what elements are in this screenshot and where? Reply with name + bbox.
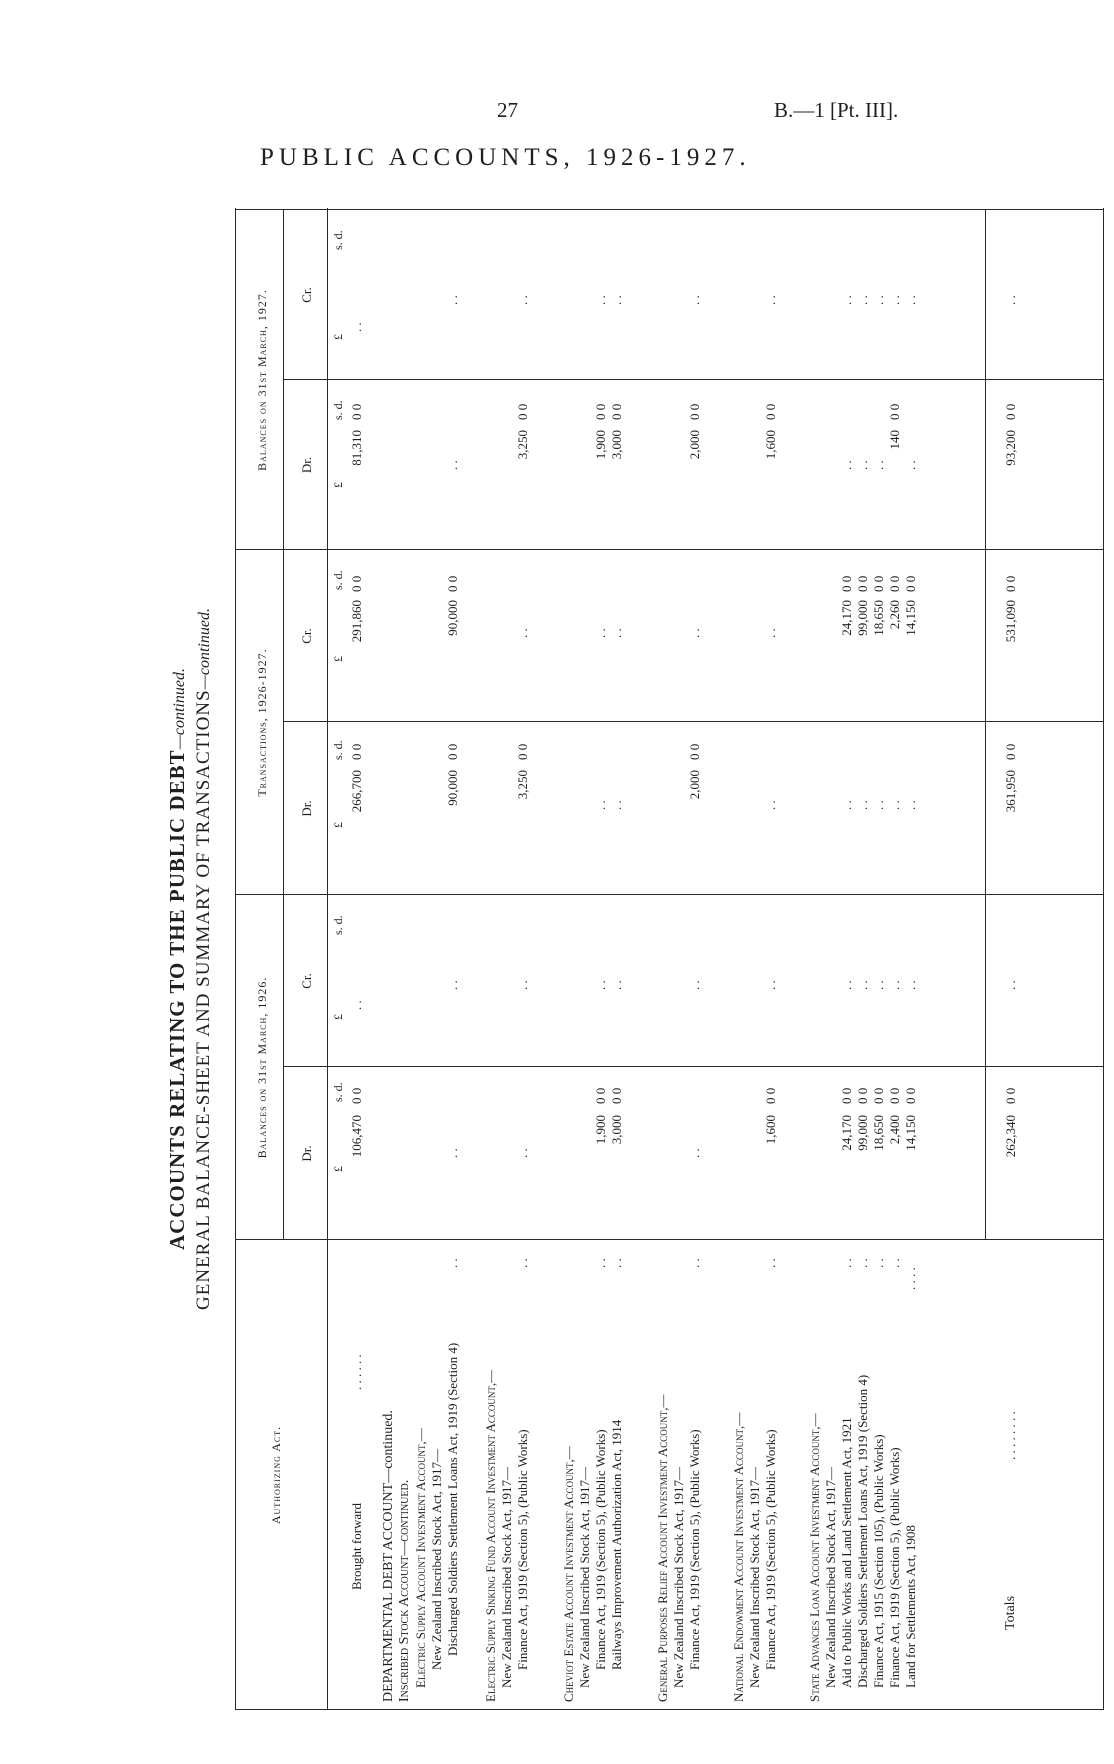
cell-t-cr: 18,650: [871, 600, 886, 636]
cell-t-dr: . .: [839, 800, 854, 810]
cell-b26-cr: . .: [349, 1000, 364, 1010]
cell-b26-dr-sd: 0 0: [763, 1087, 778, 1104]
header-authorizing-act: Authorizing Act.: [269, 1425, 283, 1525]
cell-b27-dr-sd: 0 0: [609, 403, 624, 420]
row-label: Aid to Public Works and Land Settlement Act, 1921: [839, 1417, 854, 1688]
cell-b26-dr-sd: 0 0: [855, 1087, 870, 1104]
total-b26-dr: 262,340: [1003, 1115, 1018, 1158]
row-label: Finance Act, 1919 (Section 5), (Public Works): [887, 1447, 902, 1688]
total-b26-cr: . .: [1003, 980, 1018, 990]
cell-t-dr-sd: 0 0: [445, 743, 460, 760]
cell-b27-cr: . .: [903, 295, 918, 305]
leader-dots: . . . . . . . .: [1003, 1411, 1018, 1460]
cell-b26-dr: 99,000: [855, 1115, 870, 1151]
cell-t-cr: . .: [763, 628, 778, 638]
unit-pound: £: [331, 822, 345, 828]
cell-b26-dr-sd: 0 0: [609, 1087, 624, 1104]
totals-rule: [985, 210, 986, 1240]
cell-t-cr: 90,000: [445, 600, 460, 636]
header-balances-1927: Balances on 31st March, 1927.: [255, 289, 269, 471]
cell-t-cr: 99,000: [855, 600, 870, 636]
leader-dots: . .: [593, 1258, 608, 1268]
row-label: Railways Improvement Authorization Act, 1914: [609, 1419, 624, 1670]
cell-t-dr: 3,250: [515, 770, 530, 800]
leader-dots: . . . .: [903, 1267, 918, 1290]
cell-b26-dr: 18,650: [871, 1115, 886, 1151]
account-heading: Electric Supply Account Investment Account,—: [413, 1428, 428, 1688]
cell-b27-cr: . .: [593, 295, 608, 305]
section-heading: DEPARTMENTAL DEBT ACCOUNT—continued.: [381, 1410, 396, 1702]
cell-b27-cr: . .: [871, 295, 886, 305]
cell-t-dr: 90,000: [445, 770, 460, 806]
cell-b27-dr: 2,000: [687, 430, 702, 460]
cell-t-dr: 266,700: [349, 770, 364, 813]
act-heading: New Zealand Inscribed Stock Act, 1917—: [429, 1449, 444, 1670]
cell-t-dr: . .: [887, 800, 902, 810]
cell-b26-cr: . .: [609, 980, 624, 990]
cell-b27-dr: 1,600: [763, 430, 778, 460]
act-heading: New Zealand Inscribed Stock Act, 1917—: [577, 1467, 592, 1688]
cell-b27-dr: 1,900: [593, 430, 608, 460]
cell-t-dr-sd: 0 0: [349, 743, 364, 760]
account-heading: General Purposes Relief Account Investment Account,—: [655, 1394, 670, 1702]
col-divider-trans-drcr: [283, 721, 1103, 722]
cell-t-dr: . .: [855, 800, 870, 810]
cell-b26-cr: . .: [445, 980, 460, 990]
cell-t-cr-sd: 0 0: [871, 575, 886, 592]
row-label: Finance Act, 1915 (Section 105), (Public Works): [871, 1434, 886, 1688]
header-dr: Dr.: [299, 800, 314, 817]
col-divider-b27-drcr: [283, 379, 1103, 380]
cell-b26-cr: . .: [515, 980, 530, 990]
cell-t-dr: . .: [609, 800, 624, 810]
header-dr: Dr.: [299, 1145, 314, 1162]
table-top-rule: [235, 208, 236, 1710]
cell-b27-cr: . .: [515, 295, 530, 305]
table-left-rule: [235, 1709, 1103, 1710]
section-subheading: Inscribed Stock Account—continued.: [397, 1479, 412, 1702]
row-label: Finance Act, 1919 (Section 5), (Public Works): [763, 1429, 778, 1670]
cell-b26-dr: 2,400: [887, 1115, 902, 1145]
leader-dots: . .: [609, 1258, 624, 1268]
leader-dots: . .: [515, 1258, 530, 1268]
cell-t-cr-sd: 0 0: [903, 575, 918, 592]
cell-b27-dr-sd: 0 0: [687, 403, 702, 420]
unit-pound: £: [331, 334, 345, 340]
cell-b27-cr: . .: [855, 295, 870, 305]
cell-b27-cr: . .: [687, 295, 702, 305]
cell-b27-dr: . .: [445, 460, 460, 470]
cell-t-dr: . .: [593, 800, 608, 810]
leader-dots: . .: [839, 1258, 854, 1268]
leader-dots: . .: [855, 1258, 870, 1268]
cell-b26-cr: . .: [593, 980, 608, 990]
totals-label: Totals: [1003, 1595, 1018, 1630]
cell-t-dr: 2,000: [687, 770, 702, 800]
cell-t-cr-sd: 0 0: [855, 575, 870, 592]
cell-t-dr: . .: [763, 800, 778, 810]
row-label: Finance Act, 1919 (Section 5), (Public Works): [593, 1429, 608, 1670]
cell-b27-dr: 3,250: [515, 430, 530, 460]
act-heading: New Zealand Inscribed Stock Act, 1917—: [671, 1467, 686, 1688]
unit-pound: £: [331, 656, 345, 662]
cell-t-cr: 2,260: [887, 600, 902, 630]
unit-sd: s. d.: [331, 400, 345, 420]
table-subtitle: GENERAL BALANCE-SHEET AND SUMMARY OF TRANSACTIONS—continued.: [193, 608, 214, 1310]
cell-b26-dr-sd: 0 0: [349, 1087, 364, 1104]
rotated-balance-sheet: [165, 208, 1105, 1710]
total-t-dr-sd: 0 0: [1003, 743, 1018, 760]
cell-b27-cr: . .: [763, 295, 778, 305]
unit-sd: s. d.: [331, 1082, 345, 1102]
total-b27-dr: 93,200: [1003, 430, 1018, 466]
cell-t-cr: . .: [515, 628, 530, 638]
total-t-dr: 361,950: [1003, 770, 1018, 813]
leader-dots: . .: [763, 1258, 778, 1268]
cell-t-cr-sd: 0 0: [349, 575, 364, 592]
cell-b26-cr: . .: [903, 980, 918, 990]
total-b26-dr-sd: 0 0: [1003, 1087, 1018, 1104]
cell-b27-dr: . .: [855, 460, 870, 470]
group-header-rule: [283, 210, 284, 1240]
leader-dots: . .: [687, 1258, 702, 1268]
row-label: Land for Settlements Act, 1908: [903, 1525, 918, 1688]
unit-pound: £: [331, 482, 345, 488]
row-label: Discharged Soldiers Settlement Loans Act, 1919 (Section 4): [855, 1374, 870, 1688]
cell-b26-dr: 14,150: [903, 1115, 918, 1151]
cell-b26-dr-sd: 0 0: [839, 1087, 854, 1104]
cell-b26-cr: . .: [763, 980, 778, 990]
cell-t-dr-sd: 0 0: [687, 743, 702, 760]
account-heading: Electric Supply Sinking Fund Account Investment Account,—: [483, 1369, 498, 1702]
cell-b26-dr: 24,170: [839, 1115, 854, 1151]
leader-dots: . .: [887, 1258, 902, 1268]
cell-b26-cr: . .: [855, 980, 870, 990]
cell-b26-dr: . .: [687, 1148, 702, 1158]
cell-b26-cr: . .: [887, 980, 902, 990]
cell-t-cr: 14,150: [903, 600, 918, 636]
row-label: Finance Act, 1919 (Section 5), (Public Works): [687, 1429, 702, 1670]
cell-t-cr: . .: [609, 628, 624, 638]
col-divider-b26: [235, 894, 1103, 895]
unit-sd: s. d.: [331, 740, 345, 760]
unit-sd: s. d.: [331, 915, 345, 935]
cell-b27-cr: . .: [349, 322, 364, 332]
document-reference: B.—1 [Pt. III].: [774, 98, 899, 122]
cell-b26-dr: 3,000: [609, 1115, 624, 1145]
header-balances-1926: Balances on 31st March, 1926.: [255, 976, 269, 1159]
cell-b26-dr-sd: 0 0: [887, 1087, 902, 1104]
cell-b27-dr-sd: 0 0: [763, 403, 778, 420]
cell-b27-cr: . .: [445, 295, 460, 305]
act-heading: New Zealand Inscribed Stock Act, 1917—: [823, 1467, 838, 1688]
cell-t-cr: 24,170: [839, 600, 854, 636]
cell-t-dr-sd: 0 0: [515, 743, 530, 760]
cell-b27-dr: 140: [887, 430, 902, 450]
cell-b26-dr: 1,900: [593, 1115, 608, 1145]
cell-b27-dr: 81,310: [349, 430, 364, 466]
cell-b27-dr: 3,000: [609, 430, 624, 460]
header-cr: Cr.: [299, 628, 314, 644]
cell-t-cr: 291,860: [349, 600, 364, 643]
header-rule: [327, 208, 328, 1710]
leader-dots: . . . . . .: [349, 1354, 364, 1390]
cell-b26-dr-sd: 0 0: [871, 1087, 886, 1104]
col-divider-b26-drcr: [283, 1066, 1103, 1067]
unit-sd: s. d.: [331, 570, 345, 590]
cell-b27-dr-sd: 0 0: [887, 403, 902, 420]
cell-t-cr-sd: 0 0: [445, 575, 460, 592]
act-heading: New Zealand Inscribed Stock Act, 1917—: [747, 1467, 762, 1688]
cell-t-dr: . .: [903, 800, 918, 810]
col-divider-trans: [235, 549, 1103, 550]
cell-t-cr-sd: 0 0: [887, 575, 902, 592]
act-heading: New Zealand Inscribed Stock Act, 1917—: [499, 1467, 514, 1688]
cell-b27-dr-sd: 0 0: [593, 403, 608, 420]
unit-pound: £: [331, 1014, 345, 1020]
header-transactions: Transactions, 1926-1927.: [255, 648, 269, 797]
cell-b27-cr: . .: [609, 295, 624, 305]
page-number: 27: [497, 98, 518, 122]
cell-b27-dr-sd: 0 0: [349, 403, 364, 420]
cell-b26-dr-sd: 0 0: [903, 1087, 918, 1104]
cell-b26-cr: . .: [687, 980, 702, 990]
cell-b27-dr: . .: [903, 460, 918, 470]
row-label: Finance Act, 1919 (Section 5), (Public Works): [515, 1429, 530, 1670]
account-heading: State Advances Loan Account Investment Account,—: [807, 1413, 822, 1702]
header-cr: Cr.: [299, 973, 314, 989]
cell-b26-dr-sd: 0 0: [593, 1087, 608, 1104]
col-divider-act: [235, 1239, 1103, 1240]
account-heading: Cheviot Estate Account Investment Account,—: [561, 1446, 576, 1702]
cell-t-cr: . .: [687, 628, 702, 638]
cell-b26-dr: 1,600: [763, 1115, 778, 1145]
cell-t-cr-sd: 0 0: [839, 575, 854, 592]
cell-b26-dr: 106,470: [349, 1115, 364, 1158]
total-b27-dr-sd: 0 0: [1003, 403, 1018, 420]
cell-b27-dr: . .: [839, 460, 854, 470]
total-t-cr-sd: 0 0: [1003, 575, 1018, 592]
row-label: Discharged Soldiers Settlement Loans Act, 1919 (Section 4): [445, 1342, 460, 1656]
cell-t-dr: . .: [871, 800, 886, 810]
table-title: ACCOUNTS RELATING TO THE PUBLIC DEBT—continued.: [165, 668, 189, 1250]
total-b27-cr: . .: [1003, 295, 1018, 305]
cell-b26-dr: . .: [515, 1148, 530, 1158]
cell-b26-cr: . .: [839, 980, 854, 990]
row-label: Brought forward: [349, 1502, 364, 1590]
header-dr: Dr.: [299, 456, 314, 474]
cell-b26-cr: . .: [871, 980, 886, 990]
account-heading: National Endowment Account Investment Account,—: [731, 1412, 746, 1702]
unit-sd: s. d.: [331, 230, 345, 250]
table-right-rule: [235, 209, 1103, 210]
total-t-cr: 531,090: [1003, 600, 1018, 643]
leader-dots: . .: [445, 1258, 460, 1268]
cell-t-cr: . .: [593, 628, 608, 638]
leader-dots: . .: [871, 1258, 886, 1268]
cell-b27-dr: . .: [871, 460, 886, 470]
cell-b26-dr: . .: [445, 1148, 460, 1158]
header-cr: Cr.: [299, 287, 314, 303]
cell-b27-dr-sd: 0 0: [515, 403, 530, 420]
cell-b27-cr: . .: [887, 295, 902, 305]
table-bottom-rule: [1103, 208, 1104, 1710]
unit-pound: £: [331, 1166, 345, 1172]
document-title: PUBLIC ACCOUNTS, 1926-1927.: [260, 144, 751, 171]
cell-b27-cr: . .: [839, 295, 854, 305]
